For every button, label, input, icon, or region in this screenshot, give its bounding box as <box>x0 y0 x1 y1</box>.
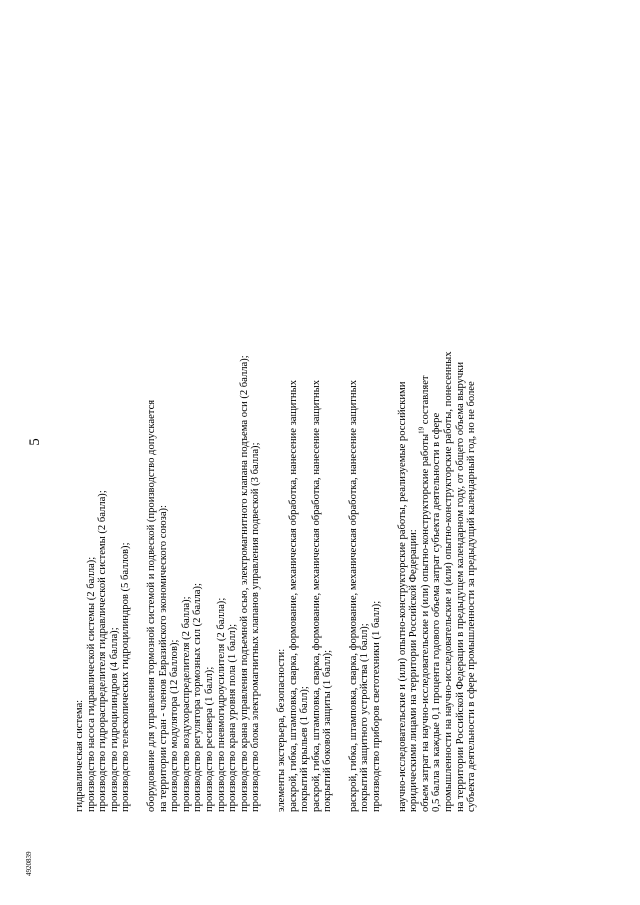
text-fragment: объем затрат на научно-исследовательские и (или) опытно-конструкторские работы <box>419 433 431 812</box>
text-line: покрытий крыльев (1 балл); <box>299 686 311 812</box>
text-line: 0,5 балла за каждые 0,1 процента годового объема затрат субъекта деятельности в сфере <box>431 412 443 812</box>
text-line: производство гидрораспределителя гидравлической системы (2 балла); <box>97 490 109 812</box>
text-line: производство насоса гидравлической системы (2 балла); <box>85 556 97 812</box>
text-line: раскрой, гибка, штамповка, сварка, формование, механическая обработка, нанесение защитных <box>287 380 299 812</box>
text-line: промышленности на научно-исследовательские и (или) опытно-конструкторские работы, понесенных <box>443 351 455 812</box>
text-line: производство крана управления подъемной осью, электромагнитного клапана подъема оси (2 балла); <box>238 355 250 812</box>
brake-control-block <box>146 72 262 812</box>
text-line: покрытий защитного устройства (1 балл); <box>359 623 371 812</box>
document-code: 4920839 <box>25 851 33 876</box>
text-line: производство крана уровня пола (1 балл); <box>227 623 239 812</box>
footnote-reference: 19 <box>417 426 426 434</box>
hydraulic-system-block <box>74 72 132 812</box>
text-line: гидравлическая система: <box>74 699 85 812</box>
research-development-block <box>397 72 478 812</box>
text-line: производство регулятора тормозных сил (2 балла); <box>192 583 204 812</box>
exterior-safety-block <box>276 72 334 812</box>
page-number: 5 <box>27 438 43 446</box>
text-line: покрытий боковой защиты (1 балл); <box>322 649 334 812</box>
text-line: субъекта деятельности в сфере промышленности за предыдущий календарный год, но не более <box>466 381 478 812</box>
text-line: производство блока электромагнитных клапанов управления подвеской (3 балла); <box>250 442 262 812</box>
text-line: элементы экстерьера, безопасности: <box>275 648 287 812</box>
rotated-text-body <box>27 72 492 812</box>
text-line: юридическими лицами на территории Российской Федерации: <box>408 529 420 812</box>
text-line: производство телескопических гидроцилиндров (5 баллов); <box>120 542 132 812</box>
text-line: раскрой, гибка, штамповка, сварка, формование, механическая обработка, нанесение защитных <box>310 380 322 812</box>
text-line: производство воздухораспределителя (2 балла); <box>180 596 192 812</box>
protective-device-block <box>348 72 383 812</box>
text-line-with-footnote <box>417 72 432 812</box>
text-line: производство ресивера (1 балл); <box>203 666 215 812</box>
text-line: раскрой, гибка, штамповка, сварка, формование, механическая обработка, нанесение защитных <box>347 380 359 812</box>
text-line: на территории стран - членов Евразийского экономического союза): <box>157 505 169 812</box>
text-fragment: составляет <box>419 375 431 427</box>
text-line: производство приборов светотехники (1 балл); <box>371 600 383 812</box>
text-line: оборудование для управления тормозной системой и подвеской (производство допускается <box>145 399 157 812</box>
text-line: научно-исследовательские и (или) опытно-конструкторские работы, реализуемые российскими <box>396 381 408 812</box>
text-line: производство гидроцилиндров (4 балла); <box>108 627 120 812</box>
text-line: производство модулятора (12 баллов); <box>169 639 181 812</box>
text-line: на территории Российской Федерации в предыдущем календарном году, от общего объема выручки <box>454 361 466 812</box>
text-line: производство пневмогидроусилителя (2 балла); <box>215 597 227 812</box>
